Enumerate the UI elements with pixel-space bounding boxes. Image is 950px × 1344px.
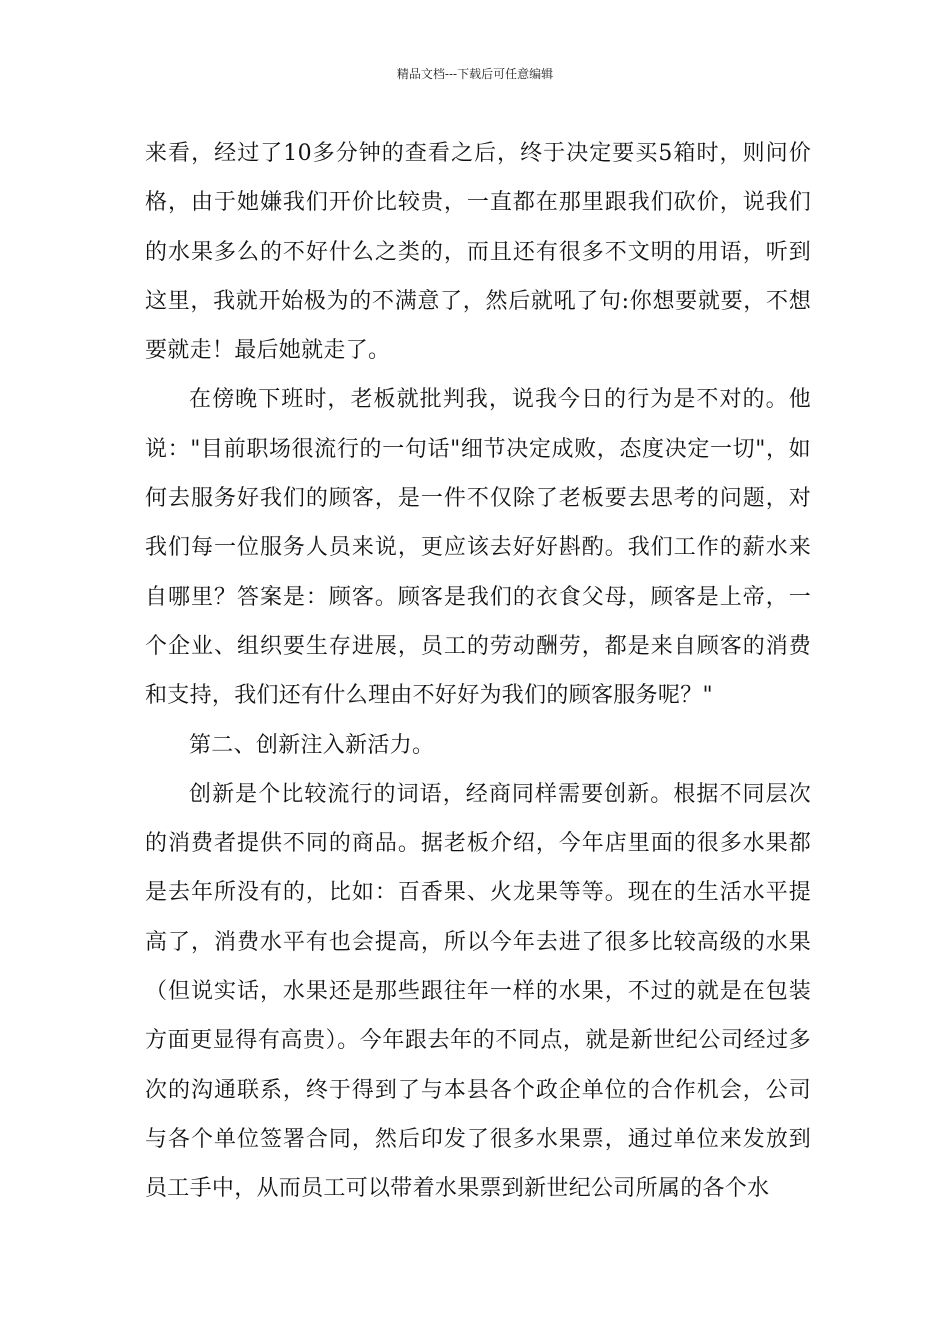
document-body [145,129,811,1214]
page-header: 精品文档---下载后可任意编辑 [396,67,554,81]
paragraph-1: 来看，经过了10多分钟的查看之后，终于决定要买5箱时，则问价格，由于她嫌我们开价比较贵，一直都在那里跟我们砍价，说我们的水果多么的不好什么之类的，而且还有很多不文明的用语，听到这里，我就开始极为的不满意了，然后就吼了句:你想要就要，不想要就走！最后她就走了。 [145,141,811,364]
section-heading: 第二、创新注入新活力。 [189,732,435,758]
paragraph-2: 在傍晚下班时，老板就批判我，说我今日的行为是不对的。他说："目前职场很流行的一句话"细节决定成败，态度决定一切"，如何去服务好我们的顾客，是一件不仅除了老板要去思考的问题，对我们每一位服务人员来说，更应该去好好斟酌。我们工作的薪水来自哪里？答案是：顾客。顾客是我们的衣食父母，顾客是上帝，一个企业、组织要生存进展，员工的劳动酬劳，都是来自顾客的消费和支持，我们还有什么理由不好好为我们的顾客服务呢？" [145,387,811,709]
paragraph-3: 创新是个比较流行的词语，经商同样需要创新。根据不同层次的消费者提供不同的商品。据老板介绍，今年店里面的很多水果都是去年所没有的，比如：百香果、火龙果等等。现在的生活水平提高了，消费水平有也会提高，所以今年去进了很多比较高级的水果（但说实话，水果还是那些跟往年一样的水果，不过的就是在包装方面更显得有高贵）。今年跟去年的不同点，就是新世纪公司经过多次的沟通联系，终于得到了与本县各个政企单位的合作机会，公司与各个单位签署合同，然后印发了很多水果票，通过单位来发放到员工手中，从而员工可以带着水果票到新世纪公司所属的各个水 [145,781,811,1202]
